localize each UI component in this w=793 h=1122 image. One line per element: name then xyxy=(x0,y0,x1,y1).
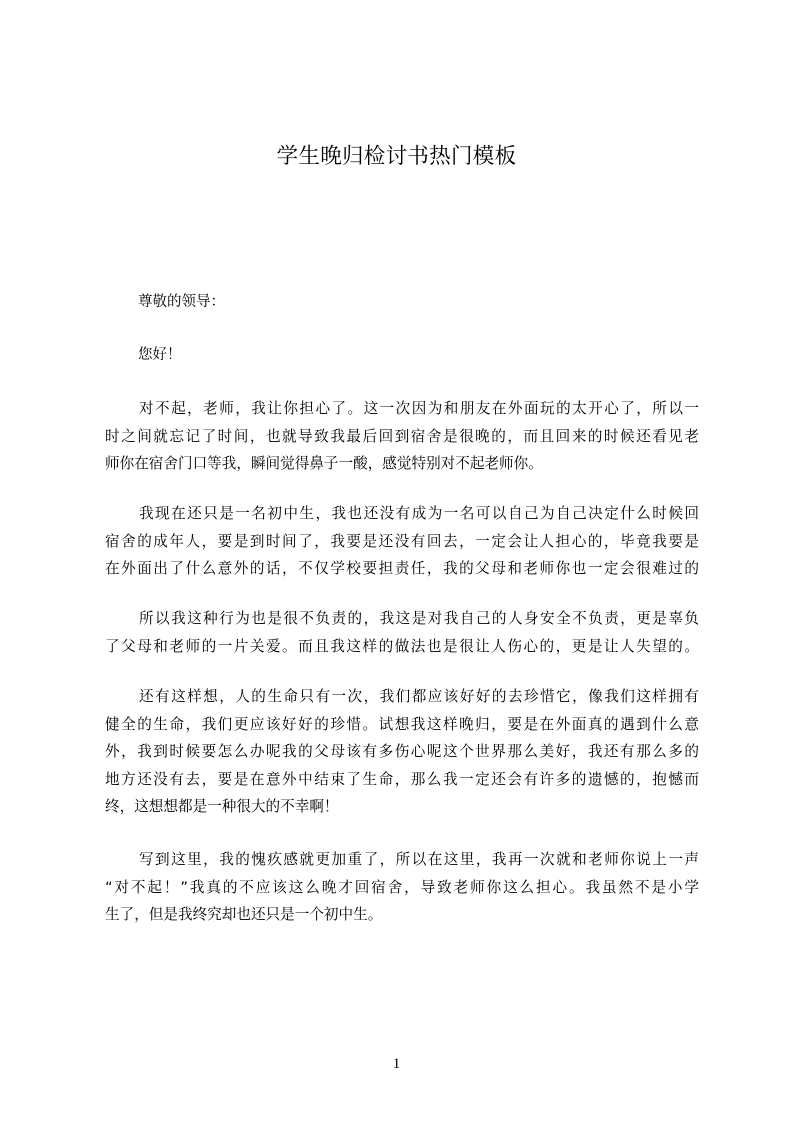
paragraph-line: 对不起，老师，我让你担心了。这一次因为和朋友在外面玩的太开心了，所以一 xyxy=(139,400,699,417)
paragraph-line: 地方还没有去，要是在意外中结束了生命，那么我一定还会有许多的遗憾的，抱憾而 xyxy=(105,770,699,788)
paragraph-line: 宿舍的成年人，要是到时间了，我要是还没有回去，一定会让人担心的，毕竟我要是 xyxy=(105,532,699,550)
paragraph-apology xyxy=(105,395,699,478)
paragraph-line: 终，这想想都是一种很大的不幸啊！ xyxy=(105,798,339,815)
page-number: 1 xyxy=(392,1056,401,1072)
paragraph-line: 写到这里，我的愧疚感就更加重了，所以在这里，我再一次就和老师你说上一声 xyxy=(139,851,699,868)
paragraph-line: 时之间就忘记了时间，也就导致我最后回到宿舍是很晚的，而且回来的时候还看见老 xyxy=(105,427,699,445)
paragraph-irresponsibility xyxy=(105,605,699,660)
document-title: 学生晚归检讨书热门模板 xyxy=(276,144,517,169)
greeting: 您好！ xyxy=(138,347,182,363)
paragraph-line: 健全的生命，我们更应该好好的珍惜。试想我这样晚归，要是在外面真的遇到什么意 xyxy=(105,715,699,733)
salutation: 尊敬的领导： xyxy=(138,294,225,310)
paragraph-line: 所以我这种行为也是很不负责的，我这是对我自己的人身安全不负责，更是辜负 xyxy=(139,610,699,627)
paragraph-line: 我现在还只是一名初中生，我也还没有成为一名可以自己为自己决定什么时候回 xyxy=(139,505,699,522)
paragraph-line: 了父母和老师的一片关爱。而且我这样的做法也是很让人伤心的，更是让人失望的。 xyxy=(105,637,699,655)
paragraph-conclusion xyxy=(105,846,699,929)
paragraph-student-status xyxy=(105,500,699,583)
paragraph-line: 外，我到时候要怎么办呢我的父母该有多伤心呢这个世界那么美好，我还有那么多的 xyxy=(105,743,699,760)
paragraph-line: “对不起！”我真的不应该这么晚才回宿舍，导致老师你这么担心。我虽然不是小学 xyxy=(105,878,699,896)
paragraph-cherish-life xyxy=(105,683,699,821)
paragraph-line: 还有这样想，人的生命只有一次，我们都应该好好的去珍惜它，像我们这样拥有 xyxy=(139,688,699,705)
paragraph-line: 在外面出了什么意外的话，不仅学校要担责任，我的父母和老师你也一定会很难过的 xyxy=(105,560,699,577)
paragraph-line: 生了，但是我终究却也还只是一个初中生。 xyxy=(105,906,383,923)
paragraph-line: 师你在宿舍门口等我，瞬间觉得鼻子一酸，感觉特别对不起老师你。 xyxy=(105,455,543,472)
